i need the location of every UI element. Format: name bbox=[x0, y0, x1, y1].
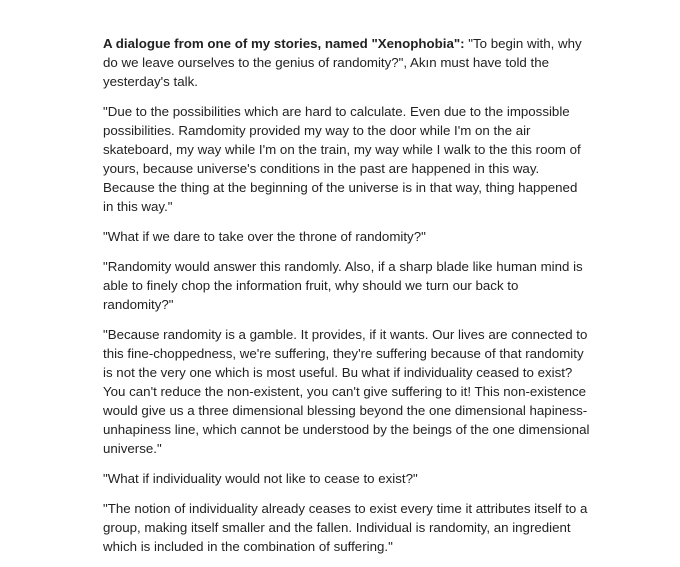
dialogue-paragraph-6: "The notion of individuality already ceases to exist every time it attributes itself to a group, making itself smaller and the fallen. Individual is randomity, an ingredient which is included in the combination of suffering." bbox=[103, 501, 588, 554]
dialogue-paragraph-1: "Due to the possibilities which are hard to calculate. Even due to the impossible possibilities. Ramdomity provided my way to the door while I'm on the air skateboard, my way while I'm on the train, my way while I walk to the this room of yours, because universe's conditions in the past are happened in this way. Because the thing at the beginning of the universe is in that way, thing happened in this way." bbox=[103, 104, 581, 214]
intro-paragraph bbox=[103, 34, 591, 91]
dialogue-paragraph-3: "Randomity would answer this randomly. Also, if a sharp blade like human mind is able to finely chop the information fruit, why should we turn our back to randomity?" bbox=[103, 259, 583, 312]
document-body bbox=[103, 34, 591, 567]
intro-heading: A dialogue from one of my stories, named "Xenophobia": bbox=[103, 36, 465, 51]
intro-text: "To begin with, why do we leave ourselves to the genius of randomity?", Akın must have told the yesterday's talk. bbox=[103, 36, 582, 89]
dialogue-paragraph-5: "What if individuality would not like to cease to exist?" bbox=[103, 471, 418, 486]
dialogue-paragraph-2: "What if we dare to take over the throne of randomity?" bbox=[103, 229, 426, 244]
dialogue-paragraph-4: "Because randomity is a gamble. It provides, if it wants. Our lives are connected to this fine-choppedness, we're suffering, they're suffering because of that randomity is not the very one which is most useful. Bu what if individuality ceased to exist? You can't reduce the non-existent, you can't give suffering to it! This non-existence would give us a three dimensional blessing beyond the one dimensional hapiness-unhapiness line, which cannot be understood by the beings of the one dimensional universe." bbox=[103, 327, 590, 456]
